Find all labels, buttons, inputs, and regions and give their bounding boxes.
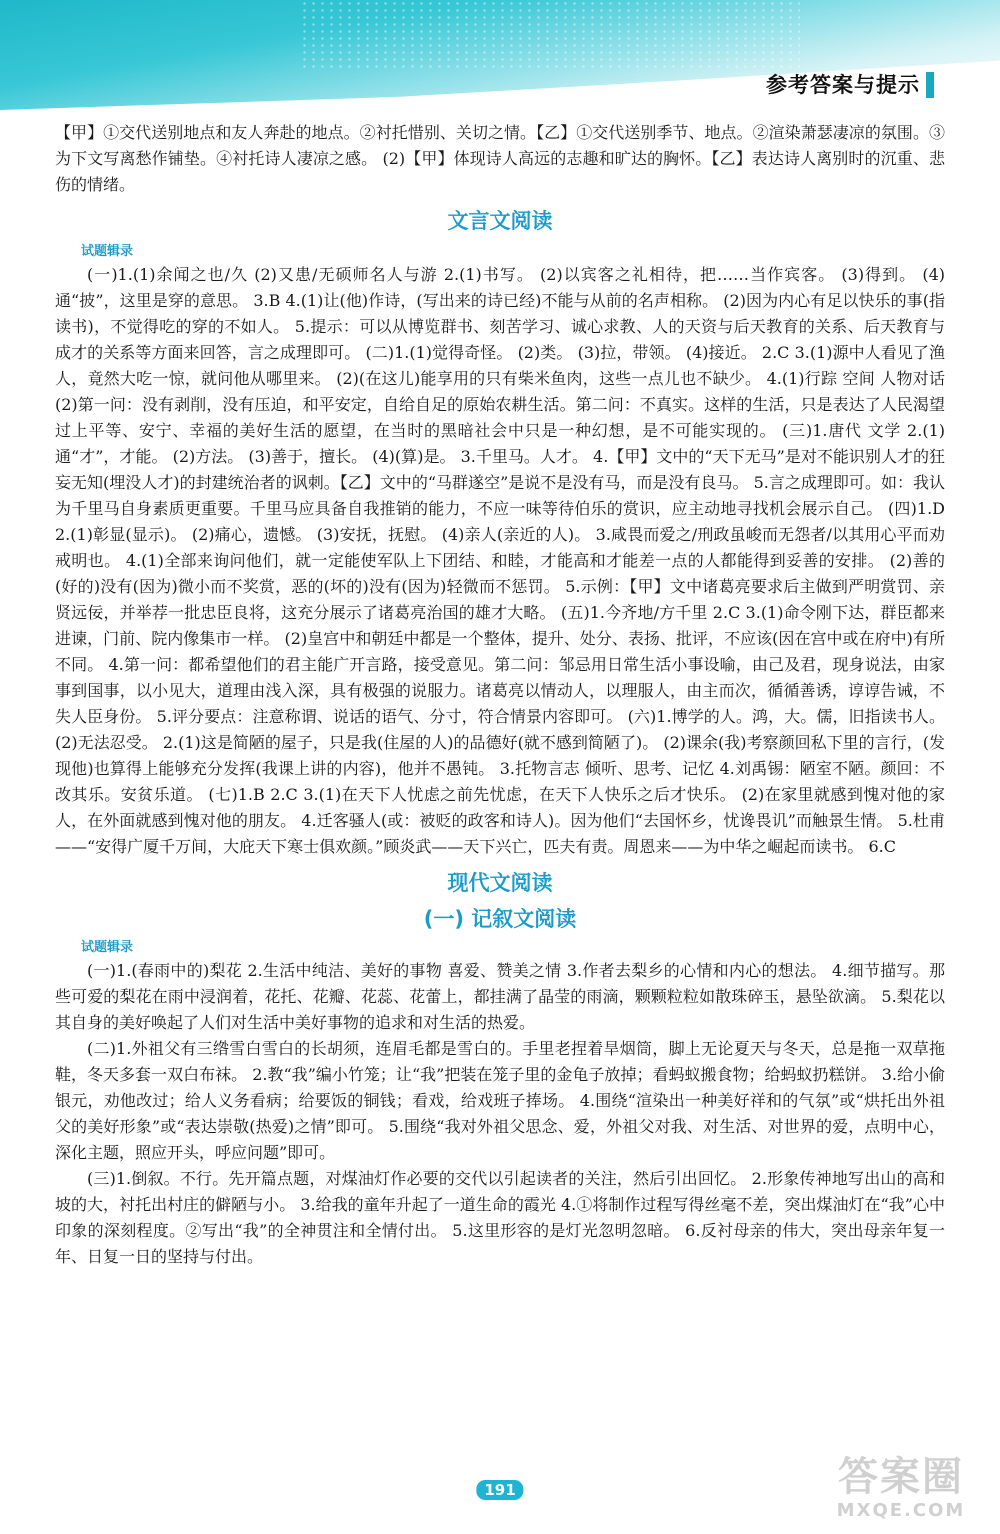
page-header-title: 参考答案与提示	[766, 73, 920, 97]
modern-answers-3: (三)1.倒叙。不行。先开篇点题，对煤油灯作必要的交代以引起读者的关注，然后引出回忆。 2.形象传神地写出山的高和坡的大，衬托出村庄的僻陋与小。 3.给我的童年升起了一道生命的霞光 4.①将制作过程写得丝毫不差，突出煤油灯在“我”心中印象的深刻程度。②写出“我”的全神贯注和全情付出。 5.这里形容的是灯光忽明忽暗。 6.反衬母亲的伟大，突出母亲年复一年、日复一日的坚持与付出。	[55, 1169, 945, 1266]
answer-content	[55, 120, 945, 1270]
header-decoration	[300, 0, 800, 70]
classical-answers: (一)1.(1)余闻之也/久 (2)又患/无硕师名人与游 2.(1)书写。 (2)以宾客之礼相待，把……当作宾客。 (3)得到。 (4)通“披”，这里是穿的意思。 3.B 4.(1)让(他)作诗，(写出来的诗已经)不能与从前的名声相称。 (2)因为内心有足以快乐的事(指读书)，不觉得吃的穿的不如人。 5.提示：可以从博览群书、刻苦学习、诚心求教、人的天资与后天教育的关系、后天教育与成才的关系等方面来回答，言之成理即可。 (二)1.(1)觉得奇怪。 (2)类。 (3)拉，带领。 (4)接近。 2.C 3.(1)源中人看见了渔人，竟然大吃一惊，就问他从哪里来。 (2)(在这儿)能享用的只有柴米鱼肉，这些一点儿也不缺少。 4.(1)行踪 空间 人物对话 (2)第一问：没有剥削，没有压迫，和平安定，自给自足的原始农耕生活。第二问：不真实。这样的生活，只是表达了人民渴望过上平等、安宁、幸福的美好生活的愿望，在当时的黑暗社会中只是一种幻想，是不可能实现的。 (三)1.唐代 文学 2.(1)通“才”，才能。 (2)方法。 (3)善于，擅长。 (4)(算)是。 3.千里马。人才。 4.【甲】文中的“天下无马”是对不能识别人才的狂妄无知(埋没人才)的封建统治者的讽刺。【乙】文中的“马群遂空”是说不是没有马，而是没有良马。 5.言之成理即可。如：我认为千里马自身素质更重要。千里马应具备自我推销的能力，不应一味等待伯乐的赏识，应主动地寻找机会展示自己。 (四)1.D 2.(1)彰显(显示)。 (2)痛心，遗憾。 (3)安抚，抚慰。 (4)亲人(亲近的人)。 3.咸畏而爱之/刑政虽峻而无怨者/以其用心平而劝戒明也。 4.(1)全部来询问他们，就一定能使军队上下团结、和睦，才能高和才能差一点的人都能得到妥善的安排。 (2)善的(好的)没有(因为)微小而不奖赏，恶的(坏的)没有(因为)轻微而不惩罚。 5.示例：【甲】文中诸葛亮要求后主做到严明赏罚、亲贤远佞，并举荐一批忠臣良将，这充分展示了诸葛亮治国的雄才大略。 (五)1.今齐地/方千里 2.C 3.(1)命令刚下达，群臣都来进谏，门前、院内像集市一样。 (2)皇宫中和朝廷中都是一个整体，提升、处分、表扬、批评，不应该(因在宫中或在府中)有所不同。 4.第一问：都希望他们的君主能广开言路，接受意见。第二问：邹忌用日常生活小事设喻，由己及君，现身说法，由家事到国事，以小见大，道理由浅入深，具有极强的说服力。诸葛亮以情动人，以理服人，由主而次，循循善诱，谆谆告诫，不失人臣身份。 5.评分要点：注意称谓、说话的语气、分寸，符合情景内容即可。 (六)1.博学的人。鸿，大。儒，旧指读书人。 (2)无法忍受。 2.(1)这是简陋的屋子，只是我(住屋的人)的品德好(就不感到简陋了)。 (2)课余(我)考察颜回私下里的言行，(发现他)也算得上能够充分发挥(我课上讲的内容)，他并不愚钝。 3.托物言志 倾听、思考、记忆 4.刘禹锡：陋室不陋。颜回：不改其乐。安贫乐道。 (七)1.B 2.C 3.(1)在天下人忧虑之前先忧虑，在天下人快乐之后才快乐。 (2)在家里就感到愧对他的家人，在外面就感到愧对他的朋友。 4.迁客骚人(或：被贬的政客和诗人)。因为他们“去国怀乡，忧谗畏讥”而触景生情。 5.杜甫——“安得广厦千万间，大庇天下寒士俱欢颜。”顾炎武——天下兴亡，匹夫有责。周恩来——为中华之崛起而读书。 6.C	[55, 265, 945, 856]
section-title-modern: 现代文阅读	[447, 871, 553, 895]
intro-paragraph: 【甲】①交代送别地点和友人奔赴的地点。②衬托惜别、关切之情。【乙】①交代送别季节、地点。②渲染萧瑟凄凉的氛围。③为下文写离愁作铺垫。④衬托诗人凄凉之感。 (2)【甲】体现诗人高远的志趣和旷达的胸怀。【乙】表达诗人离别时的沉重、悲伤的情绪。	[55, 123, 945, 194]
page-number: 191	[476, 1480, 523, 1500]
section-tag-classical: 试题辑录	[81, 244, 134, 259]
watermark-url: MXQE.COM	[836, 1500, 966, 1521]
watermark-logo	[816, 1454, 986, 1526]
section-title-classical: 文言文阅读	[447, 209, 553, 233]
section-tag-modern: 试题辑录	[81, 940, 134, 955]
modern-answers-2: (二)1.外祖父有三绺雪白雪白的长胡须，连眉毛都是雪白的。手里老捏着旱烟筒，脚上无论夏天与冬天，总是拖一双草拖鞋，冬天多套一双白布袜。 2.教“我”编小竹笼；让“我”把装在笼子里的金龟子放掉；看蚂蚁搬食物；给蚂蚁扔糕饼。 3.给小偷银元，劝他改过；给人义务看病；给要饭的铜钱；看戏，给戏班子捧场。 4.围绕“渲染出一种美好祥和的气氛”或“烘托出外祖父的美好形象”或“表达崇敬(热爱)之情”即可。 5.围绕“我对外祖父思念、爱，外祖父对我、对生活、对世界的爱，点明中心，深化主题，照应开头，呼应问题”即可。	[55, 1039, 945, 1162]
section-subtitle-narrative: (一) 记叙文阅读	[423, 907, 577, 931]
watermark-text: 答案圈	[838, 1454, 964, 1500]
modern-answers-1: (一)1.(春雨中的)梨花 2.生活中纯洁、美好的事物 喜爱、赞美之情 3.作者去梨乡的心情和内心的想法。 4.细节描写。那些可爱的梨花在雨中浸润着，花托、花瓣、花蕊、花蕾上，都挂满了晶莹的雨滴，颗颗粒粒如散珠碎玉，悬坠欲滴。 5.梨花以其自身的美好唤起了人们对生活中美好事物的追求和对生活的热爱。	[55, 961, 945, 1032]
header-accent-bar	[926, 72, 934, 98]
